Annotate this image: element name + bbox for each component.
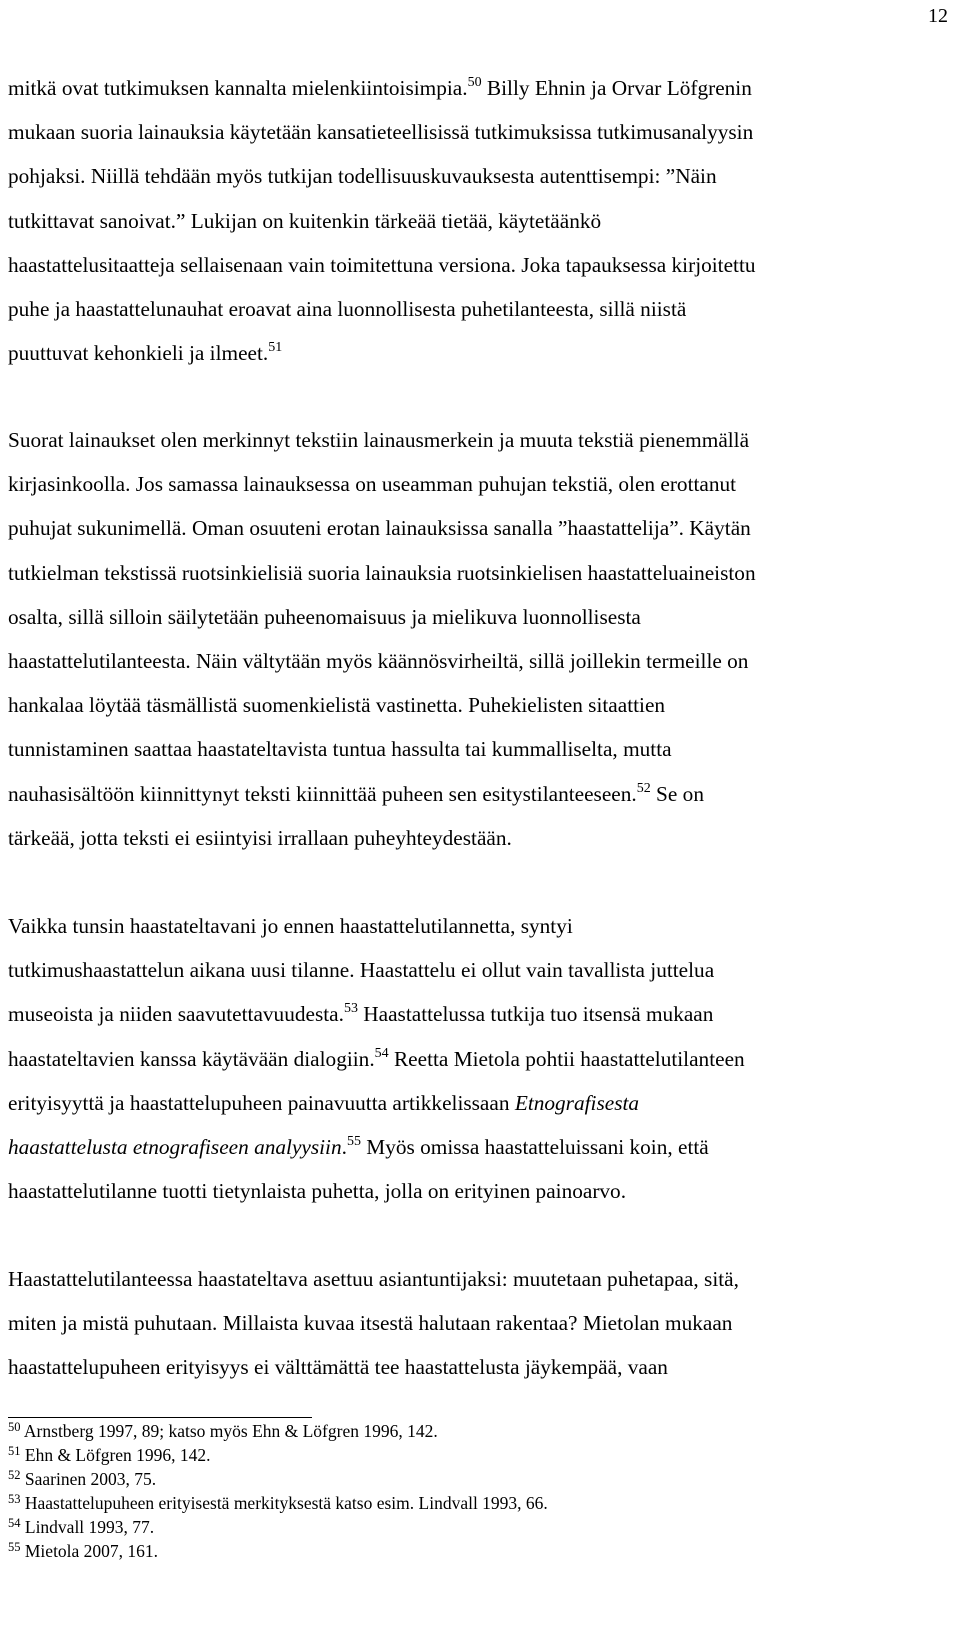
footnote-text: Mietola 2007, 161.	[24, 1541, 159, 1561]
text-run: mitkä ovat tutkimuksen kannalta mielenkiintoisimpia.	[8, 76, 468, 100]
paragraph-4	[8, 1257, 948, 1390]
footnote-reference[interactable]: 54	[374, 1045, 389, 1061]
text-run: hankalaa löytää täsmällistä suomenkielistä vastinetta. Puhekielisten sitaattien	[8, 693, 666, 718]
text-run: puhe ja haastattelunauhat eroavat aina luonnollisesta puhetilanteesta, sillä niistä	[8, 297, 687, 322]
text-line	[8, 199, 948, 243]
text-line	[8, 992, 948, 1036]
footnote-54	[8, 1515, 548, 1539]
text-line	[8, 595, 948, 639]
text-run: tutkielman tekstissä ruotsinkielisiä suoria lainauksia ruotsinkielisen haastatteluaineiston	[8, 560, 756, 585]
footnote-number: 51	[8, 1444, 21, 1458]
text-run: tutkimushaastattelun aikana uusi tilanne. Haastattelu ei ollut vain tavallista juttelua	[8, 958, 715, 983]
footnote-reference[interactable]: 52	[636, 780, 651, 796]
text-run: Haastattelussa tutkija tuo itsensä mukaan	[357, 1002, 714, 1027]
text-run: Se on	[650, 781, 704, 806]
italic-title: haastattelusta etnografiseen analyysiin	[8, 1135, 342, 1160]
text-line	[8, 66, 948, 110]
text-run: puhujat sukunimellä. Oman osuuteni erotan lainauksissa sanalla ”haastattelija”. Käytän	[8, 516, 751, 541]
footnote-52	[8, 1467, 548, 1491]
text-line	[8, 551, 948, 595]
text-line	[8, 110, 948, 154]
text-run: tärkeää, jotta teksti ei esiintyisi irrallaan puheyhteydestään.	[8, 825, 512, 850]
text-run: Haastattelutilanteessa haastateltava asettuu asiantuntijaksi: muutetaan puhetapaa, sitä,	[8, 1267, 739, 1291]
footnote-50	[8, 1419, 548, 1443]
footnote-reference[interactable]: 51	[268, 340, 283, 356]
footnote-text: Haastattelupuheen erityisestä merkityksestä katso esim. Lindvall 1993, 66.	[24, 1493, 548, 1513]
footnote-reference[interactable]: 55	[346, 1134, 361, 1150]
footnote-reference[interactable]: 53	[343, 1001, 358, 1017]
footnote-separator	[8, 1417, 312, 1418]
text-line	[8, 1169, 948, 1213]
text-run: museoista ja niiden saavutettavuudesta.	[8, 1002, 344, 1027]
footnote-number: 50	[8, 1420, 21, 1434]
paragraph-1	[8, 66, 948, 375]
text-line	[8, 1037, 948, 1081]
text-run: puuttuvat kehonkieli ja ilmeet.	[8, 341, 269, 366]
footnote-text: Saarinen 2003, 75.	[24, 1469, 157, 1489]
text-line	[8, 506, 948, 550]
text-line	[8, 1081, 948, 1125]
text-run: haastattelutilanteesta. Näin vältytään myös käännösvirheiltä, sillä joillekin termeille on	[8, 649, 749, 674]
text-run: Vaikka tunsin haastateltavani jo ennen haastattelutilannetta, syntyi	[8, 914, 573, 938]
footnote-number: 55	[8, 1540, 21, 1554]
text-line	[8, 772, 948, 816]
paragraph-2	[8, 418, 948, 860]
text-line	[8, 904, 948, 948]
text-run: tutkittavat sanoivat.” Lukijan on kuitenkin tärkeää tietää, käytetäänkö	[8, 208, 602, 233]
footnote-51	[8, 1443, 548, 1467]
text-line	[8, 816, 948, 860]
text-run: nauhasisältöön kiinnittynyt teksti kiinnittää puheen sen esitystilanteeseen.	[8, 781, 637, 806]
italic-title: Etnografisesta	[514, 1090, 640, 1115]
footnote-text: Ehn & Löfgren 1996, 142.	[24, 1445, 211, 1465]
text-run: haastattelutilanne tuotti tietynlaista puhetta, jolla on erityinen painoarvo.	[8, 1179, 627, 1204]
text-run: .	[341, 1135, 347, 1160]
text-run: osalta, sillä silloin säilytetään puheenomaisuus ja mielikuva luonnollisesta	[8, 604, 641, 629]
text-run: Reetta Mietola pohtii haastattelutilanteen	[388, 1046, 745, 1071]
footnote-55	[8, 1539, 548, 1563]
text-run: haastattelupuheen erityisyys ei välttämättä tee haastattelusta jäykempää, vaan	[8, 1355, 668, 1380]
text-line	[8, 154, 948, 198]
text-line	[8, 243, 948, 287]
text-line	[8, 1345, 948, 1389]
page-number: 12	[928, 5, 948, 27]
text-run: kirjasinkoolla. Jos samassa lainauksessa on useamman puhujan tekstiä, olen erottanut	[8, 472, 737, 497]
text-line	[8, 287, 948, 331]
footnote-53	[8, 1491, 548, 1515]
text-run: haastateltavien kanssa käytävään dialogiin.	[8, 1046, 375, 1071]
text-run: Myös omissa haastatteluissani koin, että	[360, 1135, 709, 1160]
footnote-reference[interactable]: 50	[467, 75, 482, 90]
footnote-text: Arnstberg 1997, 89; katso myös Ehn & Löfgren 1996, 142.	[23, 1421, 438, 1441]
text-run: Billy Ehnin ja Orvar Löfgrenin	[481, 76, 752, 100]
text-line	[8, 331, 948, 375]
text-line	[8, 683, 948, 727]
paragraph-3	[8, 904, 948, 1213]
text-run: mukaan suoria lainauksia käytetään kansatieteellisissä tutkimuksissa tutkimusanalyysin	[8, 120, 754, 145]
footnote-number: 52	[8, 1468, 21, 1482]
footnote-number: 53	[8, 1492, 21, 1506]
text-line	[8, 948, 948, 992]
text-line	[8, 462, 948, 506]
footnotes	[8, 1419, 548, 1563]
text-line	[8, 639, 948, 683]
text-run: erityisyyttä ja haastattelupuheen painavuutta artikkelissaan	[8, 1090, 515, 1115]
footnote-number: 54	[8, 1516, 21, 1530]
text-run: haastattelusitaatteja sellaisenaan vain toimitettuna versiona. Joka tapauksessa kirjoitettu	[8, 252, 756, 277]
text-run: pohjaksi. Niillä tehdään myös tutkijan todellisuuskuvauksesta autenttisempi: ”Näin	[8, 164, 717, 189]
text-line	[8, 418, 948, 462]
text-line	[8, 1301, 948, 1345]
text-run: Suorat lainaukset olen merkinnyt tekstiin lainausmerkein ja muuta tekstiä pienemmällä	[8, 428, 750, 452]
text-line	[8, 1257, 948, 1301]
text-line	[8, 727, 948, 771]
text-run: miten ja mistä puhutaan. Millaista kuvaa itsestä halutaan rakentaa? Mietolan mukaan	[8, 1311, 733, 1336]
text-run: tunnistaminen saattaa haastateltavista tuntua hassulta tai kummalliselta, mutta	[8, 737, 672, 762]
footnote-text: Lindvall 1993, 77.	[24, 1517, 155, 1537]
text-line	[8, 1125, 948, 1169]
